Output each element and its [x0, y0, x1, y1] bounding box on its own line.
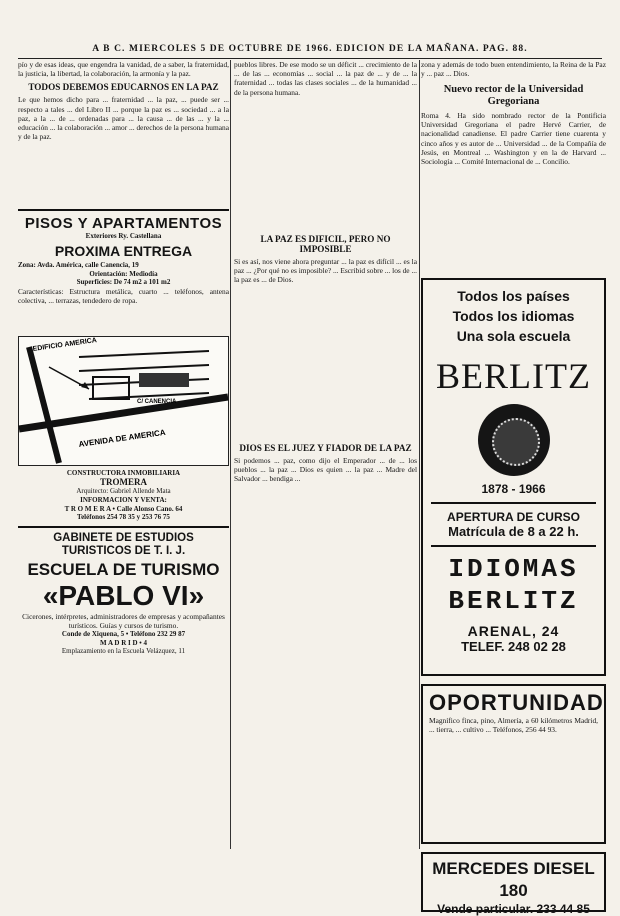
info-address: T R O M E R A • Calle Alonso Cano. 64: [64, 504, 183, 513]
ad-delivery: PROXIMA ENTREGA: [54, 243, 193, 259]
map-label: AVENIDA DE AMERICA: [78, 427, 167, 449]
column-middle: [234, 60, 417, 849]
berlitz-brand-2: BERLITZ: [448, 586, 579, 616]
oportunidad-title: OPORTUNIDAD: [429, 690, 604, 715]
berlitz-brand: BERLITZ: [436, 356, 591, 396]
ad-details: Características: Estructura metálica, cuarto ... teléfonos, antena colectiva, ... terrazas, tendedero de ropa.: [18, 286, 229, 305]
column-divider: [419, 60, 420, 849]
map-label: EDIFICIO AMERICA: [32, 336, 98, 353]
berlitz-years: 1878 - 1966: [481, 482, 546, 496]
mercedes-sub: Vende particular. 233 44 85: [437, 902, 590, 916]
column-right: [421, 60, 606, 916]
section-heading: LA PAZ ES DIFICIL, PERO NO IMPOSIBLE: [260, 234, 391, 254]
divider: [18, 526, 229, 528]
article-body: Roma 4. Ha sido nombrado rector de la Pontificia Universidad Gregoriana el padre Hervé Carrier, de nacionalidad canadiense. El padre Carrier tiene cuarenta y cinco años y es autor de ... Universidad ... de la Compañía de Jesús, en Montreal ... Washington y en la de Harvard ... Sociología ... Comité Internacional de ... Concilio.: [421, 111, 606, 167]
intro-text: zona y además de todo buen entendimiento, la Reina de la Paz y ... paz ... Dios.: [421, 60, 606, 79]
section-heading: TODOS DEBEMOS EDUCARNOS EN LA PAZ: [28, 82, 219, 93]
column-left: [18, 60, 229, 849]
school-name: «PABLO VI»: [42, 579, 205, 611]
ad-surface: Superficies: De 74 m2 a 101 m2: [76, 278, 171, 287]
ad-zone: Zona: Avda. América, calle Canencia, 19: [18, 261, 139, 269]
school-address: Conde de Xiquena, 5 • Teléfono 232 29 87: [61, 630, 186, 639]
oportunidad-text: Magnífico finca, pino, Almería, a 60 kilómetros Madrid, ... tierra, ... cultivo ... Teléfonos, 256 44 93.: [429, 716, 598, 735]
ad-orientation: Orientación: Mediodía: [89, 269, 158, 278]
enrollment-hours: Matrícula de 8 a 22 h.: [448, 524, 579, 539]
info-label: INFORMACION Y VENTA:: [80, 495, 167, 504]
school-note: Emplazamiento en la Escuela Velázquez, 11: [61, 647, 186, 656]
school-text: Cicerones, intérpretes, administradores de empresas y acompañantes turísticos. Guías y cursos de turismo.: [22, 611, 225, 630]
berlitz-line: Una sola escuela: [456, 328, 571, 344]
ad-title: PISOS Y APARTAMENTOS: [24, 215, 223, 233]
divider: [18, 209, 229, 211]
builder: CONSTRUCTORA INMOBILIARIA: [66, 468, 181, 477]
section-heading: DIOS ES EL JUEZ Y FIADOR DE LA PAZ: [239, 443, 412, 453]
section-heading: Nuevo rector de la Universidad Gregoriana: [443, 84, 584, 107]
housing-ad: [18, 215, 229, 521]
column-divider: [230, 60, 231, 849]
berlitz-emblem: [478, 404, 550, 476]
phones: Teléfonos 254 78 35 y 253 76 75: [77, 513, 170, 522]
school-title: ESCUELA DE TURISMO: [27, 559, 220, 579]
map-label: C/ CANENCIA: [137, 398, 177, 405]
berlitz-line: Todos los países: [457, 288, 570, 304]
berlitz-ad: [421, 278, 606, 676]
oportunidad-ad: [421, 684, 606, 844]
berlitz-address: ARENAL, 24: [467, 623, 560, 639]
ad-subtitle: Exteriores Ry. Castellana: [85, 232, 162, 241]
berlitz-phone: TELEF. 248 02 28: [461, 639, 566, 654]
idiomas-title: IDIOMAS: [448, 554, 579, 584]
intro-text: pueblos libres. De ese modo se un déficit ... crecimiento de la ... de las ... economías ... social ... la paz de ... y de ... la fraternidad ... todas las clases sociales ... de la humanidad ... de la persona humana.: [234, 60, 417, 97]
gab-title: GABINETE DE ESTUDIOS TURISTICOS DE T. I. J.: [53, 531, 194, 557]
architect: Arquitecto: Gabriel Allende Mata: [76, 487, 171, 496]
tourism-school-ad: [18, 532, 229, 656]
location-map: [18, 336, 229, 466]
map-drawing: [19, 337, 228, 463]
school-city: M A D R I D • 4: [100, 638, 147, 647]
mercedes-title: MERCEDES DIESEL 180: [432, 859, 595, 900]
course-opening: APERTURA DE CURSO: [447, 510, 580, 524]
builder-name: TROMERA: [100, 477, 147, 488]
page-header: A B C. MIERCOLES 5 DE OCTUBRE DE 1966. EDICION DE LA MAÑANA. PAG. 88.: [18, 44, 602, 59]
article-body: Si es así, nos viene ahora preguntar ... la paz es difícil ... es la paz ... ¿Por qué no es imposible? ... Escribid sobre ... los de ... la paz es ... de Dios.: [234, 257, 417, 285]
article-body: Si podemos ... paz, como dijo el Emperador ... de ... los pueblos ... la paz ... Dios es quien ... la paz ... Madre del Salvador ... bendiga ...: [234, 456, 417, 484]
berlitz-line: Todos los idiomas: [452, 308, 575, 324]
article-body: Le que hemos dicho para ... fraternidad ... la paz, ... puede ser ... respecto a tales ... del Libro II ... porque la paz es ... sociedad ... a la paz, a la ... de ... ordenadas para ... la causa ... de las ... y la ... educación ... la colaboración ... amor ... derechos de la persona humana y de la paz.: [18, 95, 229, 142]
intro-text: pío y de esas ideas, que engendra la vanidad, de a saber, la fraternidad, la justicia, la libertad, la colaboración, la armonía y la paz.: [18, 60, 229, 79]
mercedes-ad: [421, 852, 606, 916]
